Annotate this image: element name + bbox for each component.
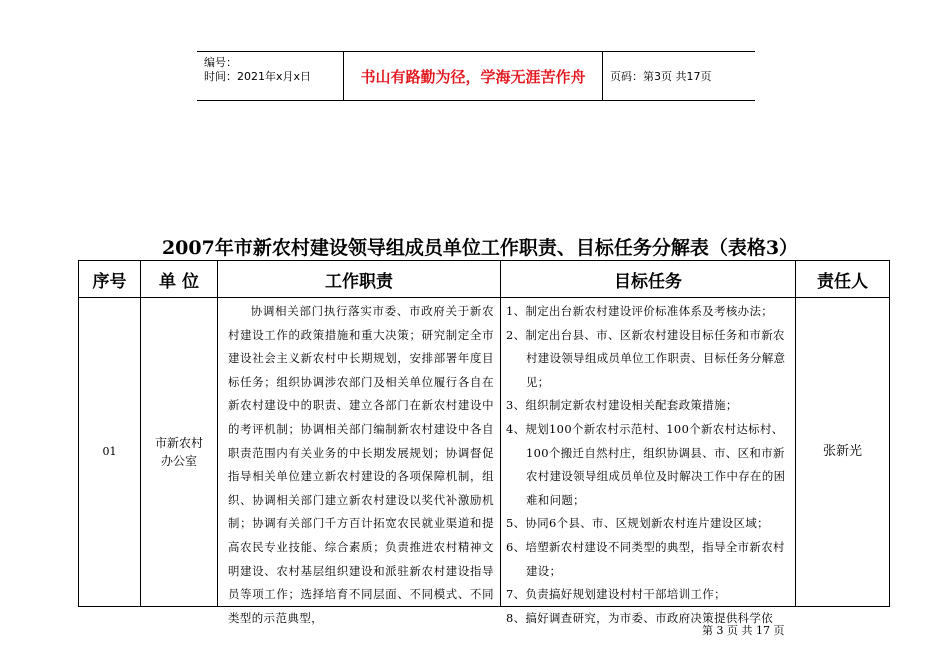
- table-rule: [500, 260, 501, 607]
- header-motto: 书山有路勤为径，学海无涯苦作舟: [360, 67, 586, 86]
- header-cell-unit: 单 位: [159, 271, 199, 292]
- header-page-label: 页码：第3页 共17页: [610, 70, 712, 83]
- goal-item: 8、搞好调查研究，为市委、市政府决策提供科学依: [506, 610, 774, 625]
- header-divider: [602, 52, 603, 100]
- row-unit: 市新农村办公室: [154, 436, 203, 468]
- header-cell-duty: 工作职责: [325, 271, 393, 292]
- row-number: 01: [102, 445, 117, 458]
- goal-item: 1、制定出台新农村建设评价标准体系及考核办法；: [506, 304, 774, 318]
- header-code-label: 编号：: [204, 56, 237, 69]
- header-cell-person: 责任人: [817, 271, 868, 292]
- document-title: 2007年市新农村建设领导组成员单位工作职责、目标任务分解表（表格3）: [161, 237, 799, 259]
- header-time-label: 时间：2021年x月x日: [204, 70, 312, 83]
- goal-item: 7、负责搞好规划建设村村干部培训工作；: [506, 587, 726, 602]
- goal-item: 5、协同6个县、市、区规划新农村连片建设区域；: [506, 516, 769, 531]
- header-cell-goals: 目标任务: [614, 271, 682, 292]
- row-goals-list: [506, 300, 789, 630]
- row-person: 张新光: [822, 444, 862, 459]
- table-rule: [217, 260, 218, 607]
- table-rule: [889, 260, 890, 607]
- footer-page-number: 第 3 页 共 17 页: [702, 624, 785, 637]
- goal-item: 4、规划100个新农村示范村、100个新农村达标村、100个搬迁自然村庄，组织协调县、市、区和市新农村建设领导组成员单位及时解决工作中存在的困难和问题；: [506, 421, 786, 507]
- table-rule: [140, 260, 141, 607]
- row-duty-text: 协调相关部门执行落实市委、市政府关于新农村建设工作的政策措施和重大决策；研究制定全市建设社会主义新农村中长期规划，安排部署年度目标任务；组织协调涉农部门及相关单位履行各自在新农村建设中的职责、建立各部门在新农村建设中的考评机制；协调相关部门编制新农村建设中各自职责范围内有关业务的中长期发展规划；协调督促指导相关单位建立新农村建设的各项保障机制，组织、协调相关部门建立新农村建设以奖代补激励机制；协调有关部门千方百计拓宽农民就业渠道和提高农民专业技能、综合素质；负责推进农村精神文明建设、农村基层组织建设和派驻新农村建设指导员等项工作；选择培育不同层面、不同模式、不同类型的示范典型，: [228, 304, 494, 625]
- header-cell-number: 序号: [92, 271, 127, 292]
- duty-table: [78, 260, 890, 625]
- goal-item: 3、组织制定新农村建设相关配套政策措施；: [506, 398, 738, 413]
- goal-item: 2、制定出台县、市、区新农村建设目标任务和市新农村建设领导组成员单位工作职责、目标任务分解意见；: [506, 327, 786, 389]
- header-bottom-rule: [197, 100, 755, 101]
- goal-item: 6、培塑新农村建设不同类型的典型，指导全市新农村建设；: [506, 539, 785, 578]
